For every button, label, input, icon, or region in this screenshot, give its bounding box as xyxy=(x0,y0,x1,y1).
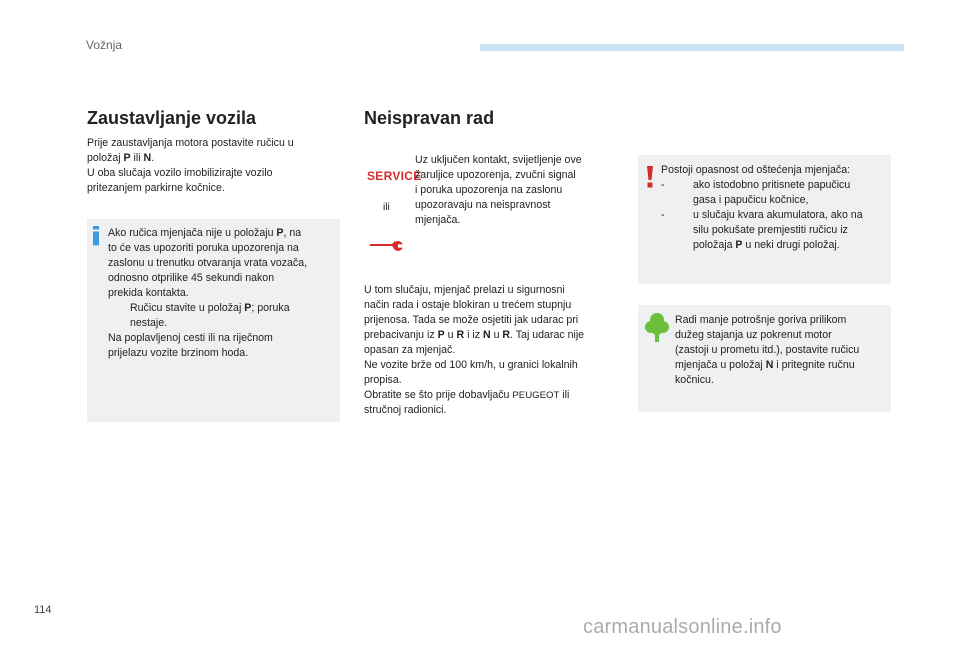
text-line: kočnicu. xyxy=(675,374,714,386)
text-line: položaj P ili N. xyxy=(87,152,155,164)
warning-text xyxy=(661,163,889,253)
text-line: Ako ručica mjenjača nije u položaju P, na xyxy=(108,227,302,239)
or-label: ili xyxy=(383,202,390,213)
watermark: carmanualsonline.info xyxy=(583,616,782,638)
text-line: to će vas upozoriti poruka upozorenja na xyxy=(108,242,299,254)
stopping-intro xyxy=(87,136,337,196)
text-line: mjenjača. xyxy=(415,214,461,226)
text-line: mjenjača u položaj N i pritegnite ručnu xyxy=(675,359,855,371)
dash-bullet: - xyxy=(661,179,665,191)
page-number: 114 xyxy=(34,604,52,616)
text-line: način rada i ostaje blokiran u trećem stupnju xyxy=(364,299,572,311)
info-bullet: Ručicu stavite u položaj P; poruka nestaje. xyxy=(108,301,340,331)
text-line: prekida kontakta. xyxy=(108,287,189,299)
text-line: U oba slučaja vozilo imobilizirajte vozilo xyxy=(87,167,273,179)
warning-bullet: - u slučaju kvara akumulatora, ako na silu pokušate premjestiti ručicu iz položaja P u neki drugi položaj. xyxy=(661,209,863,251)
title-malfunction: Neispravan rad xyxy=(364,108,495,128)
text-line: propisa. xyxy=(364,374,402,386)
text-line: (zastoji u prometu itd.), postavite ručicu xyxy=(675,344,860,356)
text-line: i poruka upozorenja na zaslonu xyxy=(415,184,563,196)
text-line: prebacivanju iz P u R i iz N u R. Taj udarac nije xyxy=(364,329,585,341)
text-line: prijelazu vozite brzinom hoda. xyxy=(108,347,249,359)
info-icon xyxy=(91,226,101,246)
eco-tree-icon xyxy=(645,312,669,342)
text-line: Obratite se što prije dobavljaču PEUGEOT ili xyxy=(364,389,570,401)
header-bar xyxy=(480,44,904,51)
dash-bullet: - xyxy=(661,209,665,221)
text-line: pritezanjem parkirne kočnice. xyxy=(87,182,225,194)
wrench-icon xyxy=(368,234,404,254)
text-line: Uz uključen kontakt, svijetljenje ove xyxy=(415,154,582,166)
service-warning-icon: SERVICE xyxy=(367,169,422,183)
indicator-description xyxy=(415,153,625,228)
text-line: opasan za mjenjač. xyxy=(364,344,456,356)
warning-exclamation-icon xyxy=(646,166,654,188)
text-line: Na poplavljenoj cesti ili na riječnom xyxy=(108,332,273,344)
text-line: Radi manje potrošnje goriva prilikom xyxy=(675,314,847,326)
text-line: žaruljice upozorenja, zvučni signal xyxy=(415,169,576,181)
text-line: prijenosa. Tada se može osjetiti jak udarac pri xyxy=(364,314,579,326)
arrow-bullet-icon xyxy=(108,301,130,331)
title-stopping-vehicle: Zaustavljanje vozila xyxy=(87,108,257,128)
text-line: U tom slučaju, mjenjač prelazi u sigurnosni xyxy=(364,284,565,296)
text-line: Ne vozite brže od 100 km/h, u granici lokalnih xyxy=(364,359,578,371)
text-line: Postoji opasnost od oštećenja mjenjača: xyxy=(661,164,851,176)
info-text xyxy=(108,226,340,361)
text-line: zaslonu u trenutku otvaranja vrata vozača, xyxy=(108,257,308,269)
text-line: dužeg stajanja uz pokrenut motor xyxy=(675,329,832,341)
section-header: Vožnja xyxy=(86,38,123,52)
text-line: Prije zaustavljanja motora postavite ručicu u xyxy=(87,137,294,149)
malfunction-text xyxy=(364,283,626,418)
text-line: upozoravaju na neispravnost xyxy=(415,199,551,211)
text-line: stručnoj radionici. xyxy=(364,404,447,416)
text-line: odnosno otprilike 45 sekundi nakon xyxy=(108,272,275,284)
warning-bullet: - ako istodobno pritisnete papučicu gasa i papučicu kočnice, xyxy=(661,179,851,206)
eco-text xyxy=(675,313,889,388)
